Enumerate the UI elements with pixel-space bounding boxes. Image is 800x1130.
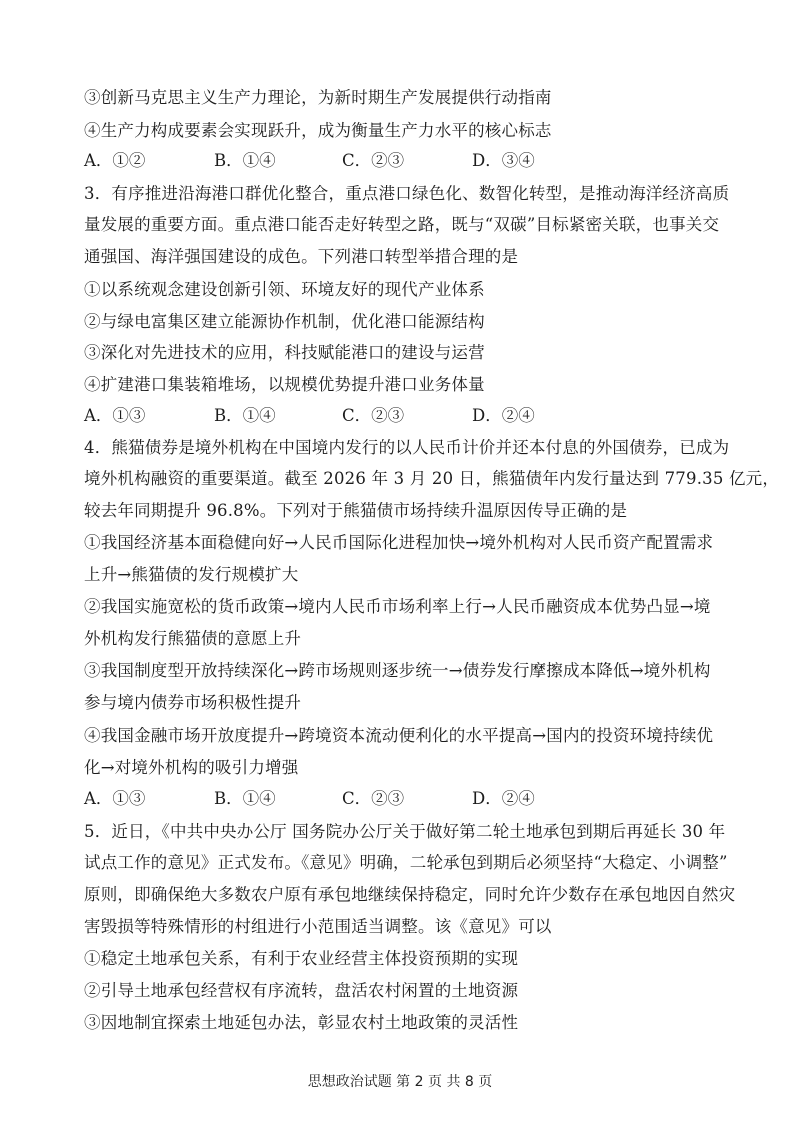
q3-stem-line: 3．有序推进沿海港口群优化整合，重点港口绿色化、数智化转型，是推动海洋经济高质 <box>84 184 730 203</box>
q2-item-4: ④生产力构成要素会实现跃升，成为衡量生产力水平的核心标志 <box>84 121 552 140</box>
q3-item-1: ①以系统观念建设创新引领、环境友好的现代产业体系 <box>84 280 485 299</box>
q3-item-3: ③深化对先进技术的应用，科技赋能港口的建设与运营 <box>84 343 485 362</box>
q4-option-b: B．①④ <box>214 789 276 808</box>
q5-stem-line: 害毁损等特殊情形的村组进行小范围适当调整。该《意见》可以 <box>84 917 552 936</box>
q5-stem-line: 5．近日，《中共中央办公厅 国务院办公厅关于做好第二轮土地承包到期后再延长 30 年 <box>84 822 726 841</box>
q4-stem-line: 较去年同期提升 96.8%。下列对于熊猫债市场持续升温原因传导正确的是 <box>84 501 628 520</box>
q4-stem-line: 4．熊猫债券是境外机构在中国境内发行的以人民币计价并还本付息的外国债券，已成为 <box>84 438 730 457</box>
q4-item-3-cont: 参与境内债券市场积极性提升 <box>84 693 302 712</box>
q4-item-2: ②我国实施宽松的货币政策→境内人民币市场利率上行→人民币融资成本优势凸显→境 <box>84 597 711 616</box>
q2-item-3: ③创新马克思主义生产力理论，为新时期生产发展提供行动指南 <box>84 88 552 107</box>
q3-option-d: D．②④ <box>472 406 535 425</box>
q3-item-4: ④扩建港口集装箱堆场，以规模优势提升港口业务体量 <box>84 375 485 394</box>
q4-item-3: ③我国制度型开放持续深化→跨市场规则逐步统一→债券发行摩擦成本降低→境外机构 <box>84 661 711 680</box>
q5-stem-line: 试点工作的意见》正式发布。《意见》明确，二轮承包到期后必须坚持“大稳定、小调整” <box>84 853 728 872</box>
q4-stem-line: 境外机构融资的重要渠道。截至 2026 年 3 月 20 日，熊猫债年内发行量达到 779.35 亿元， <box>84 469 780 488</box>
q4-option-c: C．②③ <box>342 789 405 808</box>
q3-stem-line: 通强国、海洋强国建设的成色。下列港口转型举措合理的是 <box>84 247 519 266</box>
q3-option-a: A．①③ <box>84 406 146 425</box>
q3-stem-line: 量发展的重要方面。重点港口能否走好转型之路，既与“双碳”目标紧密关联，也事关交 <box>84 215 720 234</box>
q4-option-a: A．①③ <box>84 789 146 808</box>
q5-item-1: ①稳定土地承包关系，有利于农业经营主体投资预期的实现 <box>84 949 519 968</box>
q4-item-1: ①我国经济基本面稳健向好→人民币国际化进程加快→境外机构对人民币资产配置需求 <box>84 533 714 552</box>
q4-option-d: D．②④ <box>472 789 535 808</box>
q3-item-2: ②与绿电富集区建立能源协作机制，优化港口能源结构 <box>84 312 485 331</box>
q4-item-1-cont: 上升→熊猫债的发行规模扩大 <box>84 565 299 584</box>
q4-item-2-cont: 外机构发行熊猫债的意愿上升 <box>84 629 302 648</box>
q3-option-c: C．②③ <box>342 406 405 425</box>
q2-option-d: D．③④ <box>472 151 535 170</box>
q3-option-b: B．①④ <box>214 406 276 425</box>
page-footer: 思想政治试题 第 2 页 共 8 页 <box>307 1074 493 1090</box>
q2-option-b: B．①④ <box>214 151 276 170</box>
q5-stem-line: 原则，即确保绝大多数农户原有承包地继续保持稳定，同时允许少数存在承包地因自然灾 <box>84 885 736 904</box>
q4-item-4-cont: 化→对境外机构的吸引力增强 <box>84 758 299 777</box>
q5-item-2: ②引导土地承包经营权有序流转，盘活农村闲置的土地资源 <box>84 981 519 1000</box>
q2-option-c: C．②③ <box>342 151 405 170</box>
q4-item-4: ④我国金融市场开放度提升→跨境资本流动便利化的水平提高→国内的投资环境持续优 <box>84 726 714 745</box>
q5-item-3: ③因地制宜探索土地延包办法，彰显农村土地政策的灵活性 <box>84 1013 519 1032</box>
q2-option-a: A．①② <box>84 151 146 170</box>
